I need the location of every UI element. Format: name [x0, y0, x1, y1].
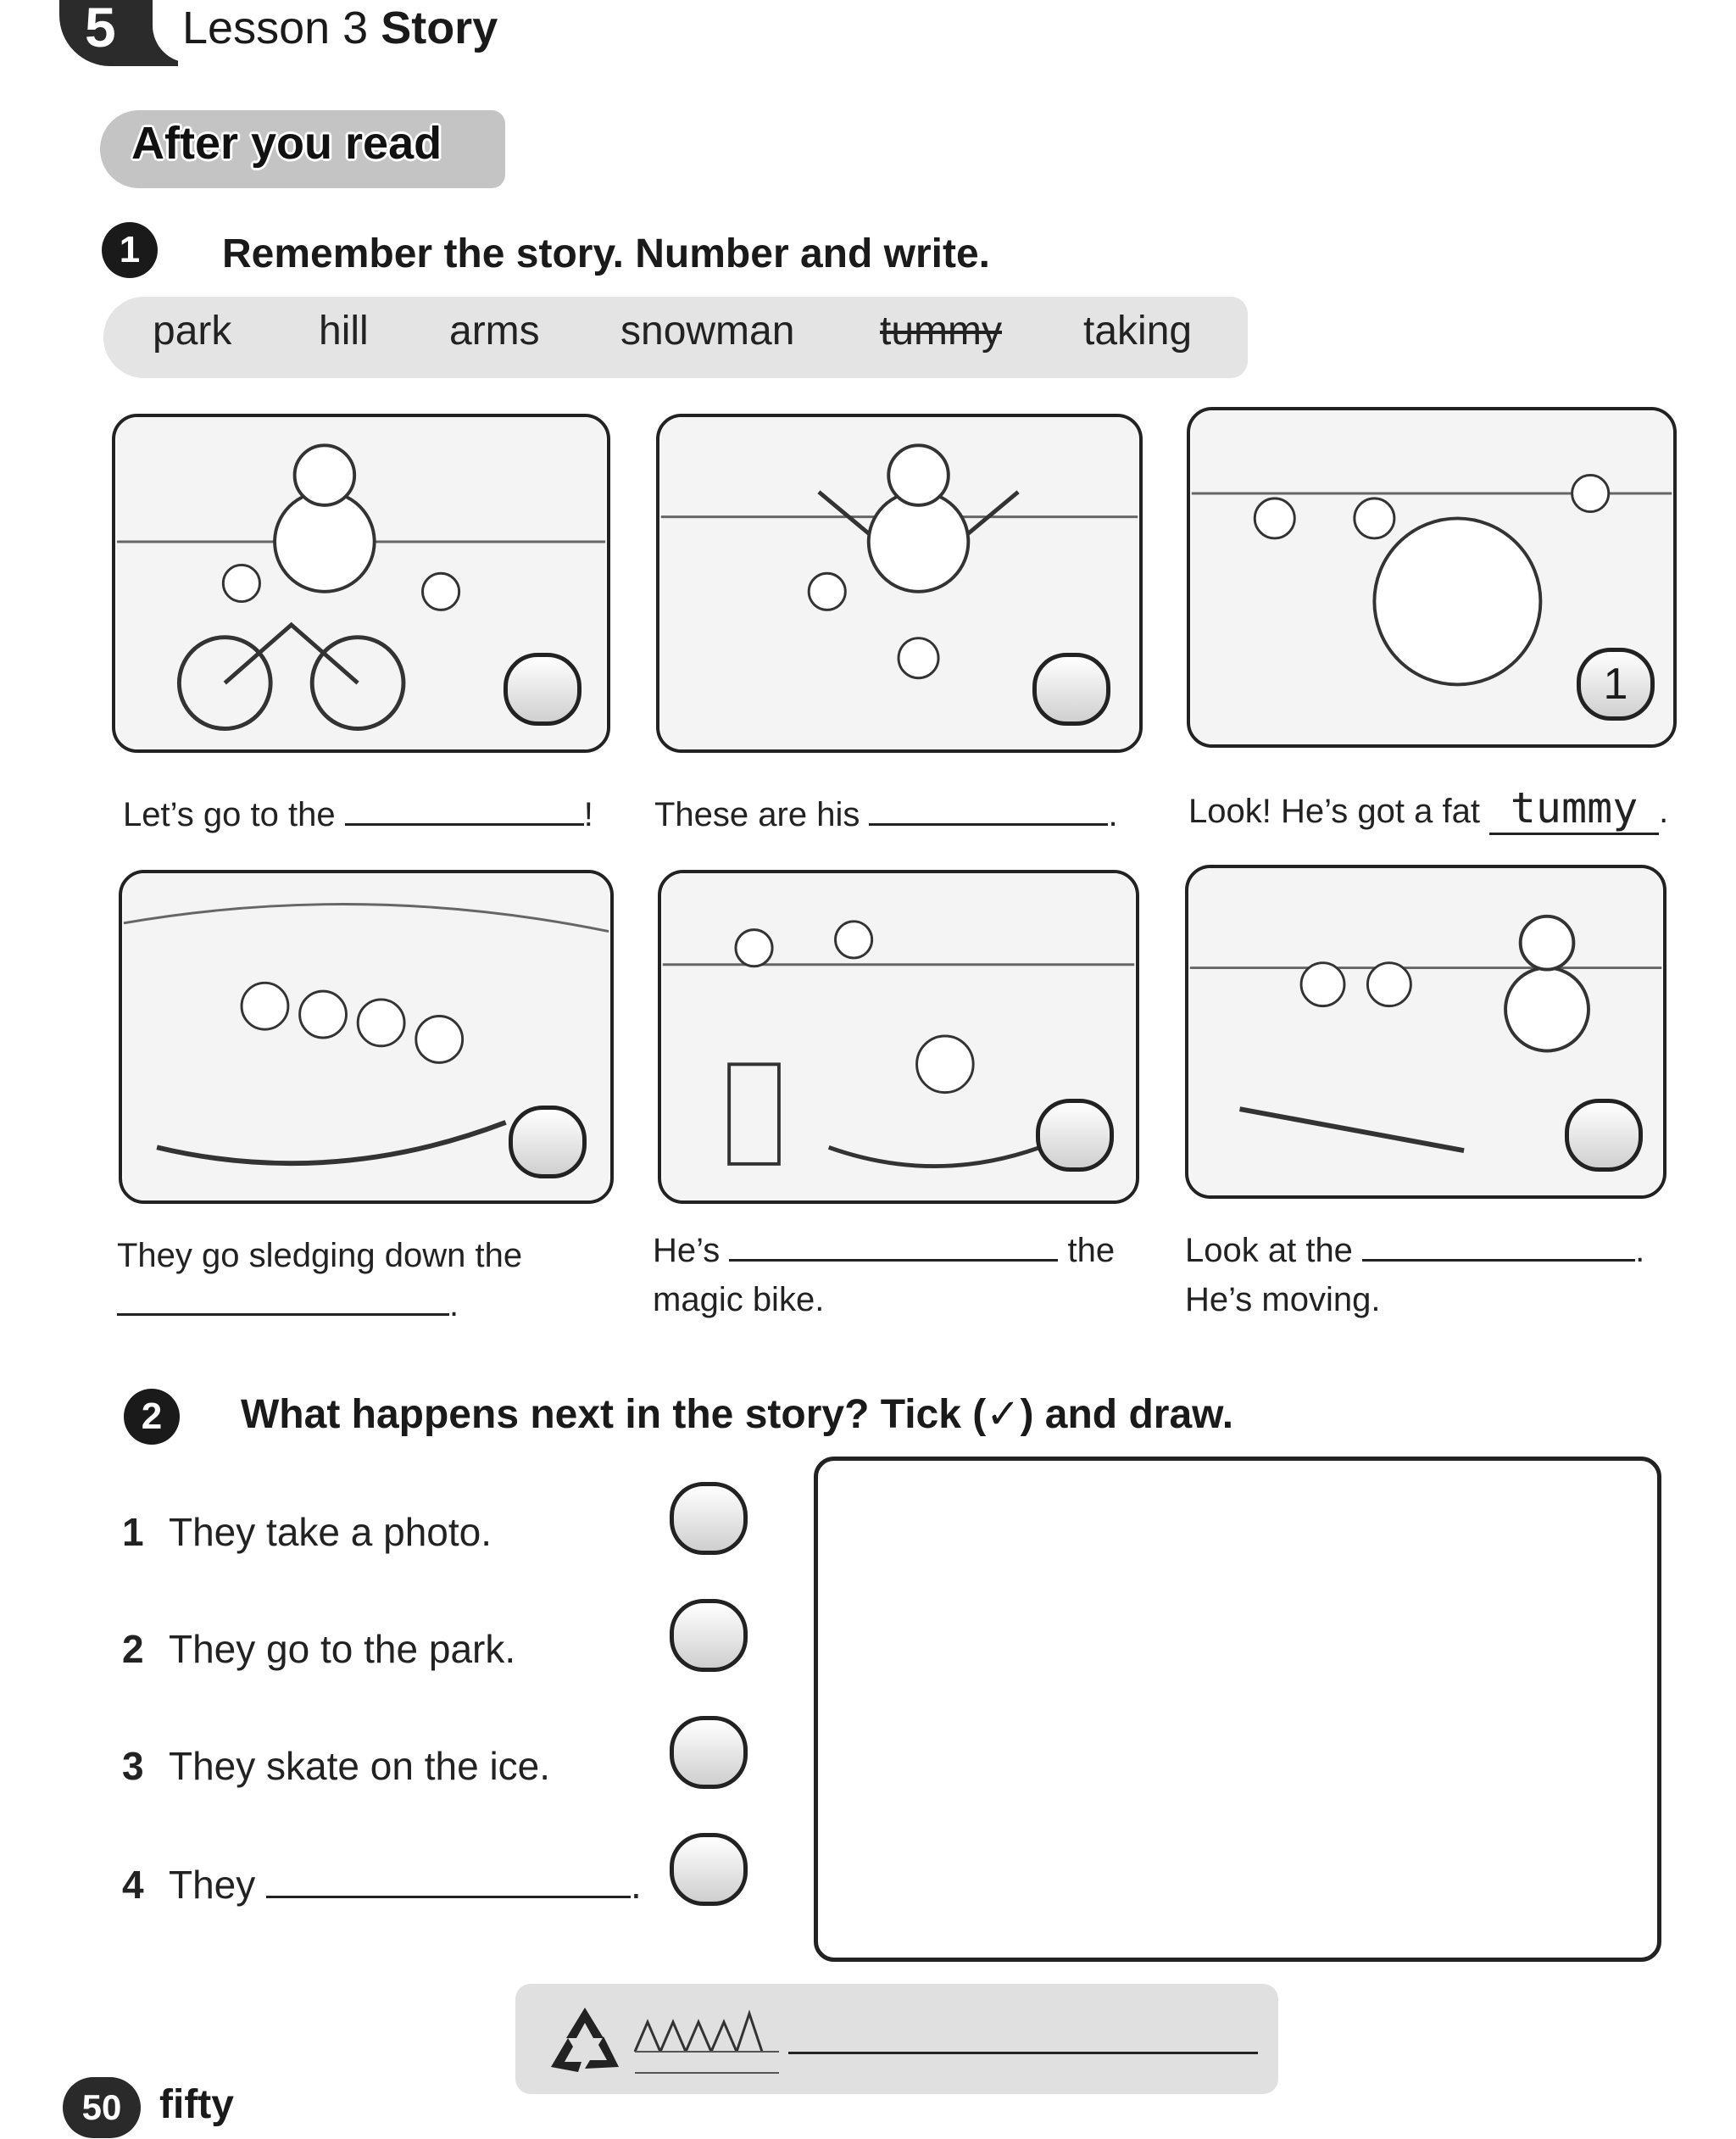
exercise-2-badge: 2	[124, 1389, 180, 1445]
tick-box[interactable]	[670, 1716, 748, 1789]
tick-box[interactable]	[670, 1482, 748, 1555]
tick-box[interactable]	[670, 1833, 748, 1906]
panel-caption: Look! He’s got a fat tummy .	[1188, 783, 1668, 836]
exercise-2-instruction: What happens next in the story? Tick (✓) and draw.	[241, 1392, 1234, 1437]
section-label: After you read	[131, 118, 442, 169]
panel-number-box[interactable]	[504, 653, 581, 726]
panel-number-box[interactable]	[1036, 1099, 1114, 1172]
lesson-title	[182, 2, 498, 54]
answer-blank[interactable]	[266, 1896, 631, 1898]
panel-caption: Let’s go to the !	[123, 796, 593, 833]
word-bank-item: park	[153, 309, 232, 354]
recycle-icon	[542, 2001, 627, 2082]
panel-number-box[interactable]	[1565, 1099, 1643, 1172]
option-item: 2 They go to the park.	[122, 1627, 516, 1671]
unit-number: 5	[85, 0, 116, 58]
page-number-word: fifty	[159, 2082, 234, 2127]
exercise-1-instruction: Remember the story. Number and write.	[222, 231, 990, 276]
answer-blank[interactable]	[345, 823, 584, 826]
handwriting-letters-icon	[631, 2009, 783, 2086]
tick-box[interactable]	[670, 1599, 748, 1672]
footer-bar	[515, 1984, 1278, 2094]
answer-blank[interactable]	[117, 1313, 449, 1316]
option-item: 4 They .	[122, 1863, 642, 1907]
word-bank-item-crossed: tummy	[880, 309, 1002, 354]
lesson-name: Story	[381, 3, 498, 53]
panel-number-box[interactable]: 1	[1577, 648, 1655, 721]
drawing-box[interactable]	[814, 1457, 1661, 1962]
exercise-1-badge: 1	[102, 222, 158, 278]
page-number-badge: 50	[63, 2077, 141, 2138]
answer-blank[interactable]	[729, 1259, 1058, 1262]
panel-caption: These are his .	[654, 796, 1118, 833]
panel-number-box[interactable]	[1032, 653, 1110, 726]
answer-blank[interactable]	[869, 823, 1108, 826]
answer-blank[interactable]	[1362, 1259, 1635, 1262]
footer-write-line[interactable]	[788, 2052, 1258, 2054]
option-item: 1 They take a photo.	[122, 1510, 492, 1554]
panel-caption: He’s the magic bike.	[653, 1232, 1116, 1318]
panel-caption: They go sledging down the .	[117, 1237, 523, 1323]
panel-number-box[interactable]	[509, 1106, 587, 1178]
word-bank-item: taking	[1083, 309, 1193, 354]
answer-blank[interactable]: tummy	[1489, 783, 1659, 835]
word-bank-item: arms	[449, 309, 540, 354]
panel-caption: Look at the . He’s moving.	[1185, 1232, 1645, 1318]
word-bank-item: snowman	[620, 309, 795, 354]
word-bank-item: hill	[319, 309, 369, 354]
lesson-prefix: Lesson 3	[182, 3, 369, 53]
option-item: 3 They skate on the ice.	[122, 1744, 551, 1788]
